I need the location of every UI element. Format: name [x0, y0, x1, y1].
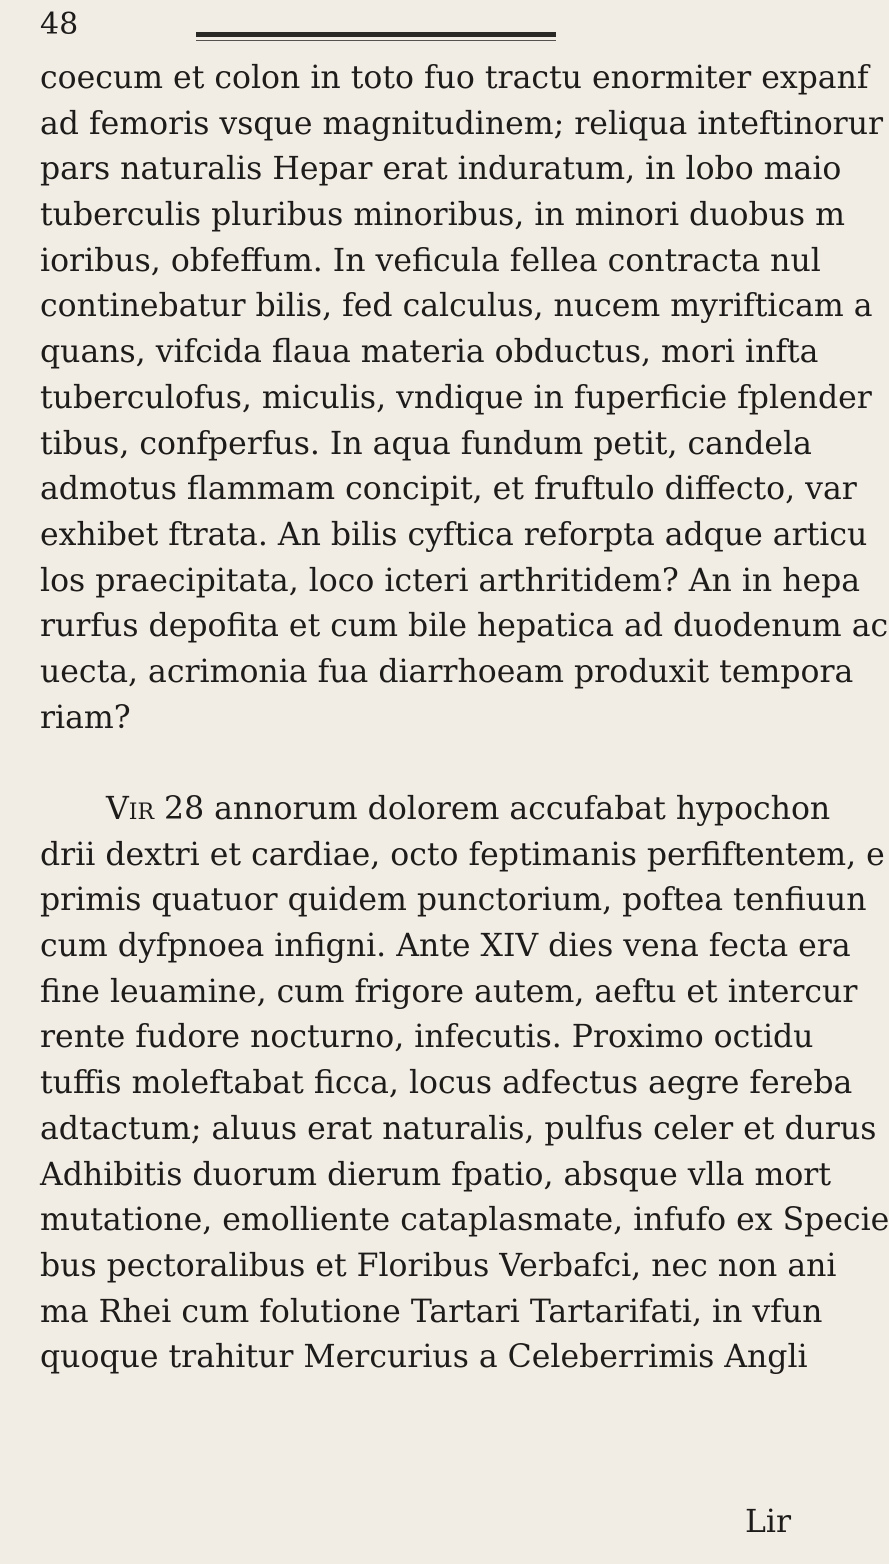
- text-line: ioribus, obfeffum. In veficula fellea contracta nul: [40, 242, 821, 279]
- header-rule-thick: [196, 32, 556, 37]
- text-line: uecta, acrimonia fua diarrhoeam produxit tempora: [40, 653, 854, 690]
- body-text: [40, 56, 889, 1381]
- text-line: quans, vifcida flaua materia obductus, mori infta: [40, 334, 819, 371]
- text-line: coecum et colon in toto fuo tractu enormiter expanf: [40, 60, 869, 96]
- text-line: bus pectoralibus et Floribus Verbafci, nec non ani: [40, 1247, 837, 1284]
- text-line: exhibet ftrata. An bilis cyftica reforpta adque articu: [40, 516, 868, 553]
- text-line: tibus, confperfus. In aqua fundum petit, candela: [40, 425, 812, 462]
- text-line: mutatione, emolliente cataplasmate, infufo ex Specie: [40, 1202, 889, 1239]
- text-line: continebatur bilis, fed calculus, nucem myrifticam a: [40, 288, 873, 325]
- paragraph-lead-word: Vir: [106, 791, 155, 827]
- text-line: cum dyfpnoea infigni. Ante XIV dies vena fecta era: [40, 928, 851, 965]
- text-line: tuberculis pluribus minoribus, in minori duobus m: [40, 197, 845, 234]
- paragraph-1: [40, 56, 889, 741]
- text-line: ad femoris vsque magnitudinem; reliqua inteftinorur: [40, 105, 884, 142]
- text-line: tuffis moleftabat ficca, locus adfectus aegre fereba: [40, 1065, 853, 1102]
- text-line: adtactum; aluus erat naturalis, pulfus celer et durus: [40, 1110, 877, 1147]
- header-rule-thin: [196, 40, 556, 41]
- text-line: quoque trahitur Mercurius a Celeberrimis Angli: [40, 1339, 808, 1376]
- header-rule: [196, 32, 556, 43]
- text-line: primis quatuor quidem punctorium, poftea tenfiuun: [40, 882, 867, 919]
- text-line: rurfus depofita et cum bile hepatica ad duodenum ac: [40, 608, 889, 645]
- paragraph-gap: [40, 741, 800, 787]
- text-line: Adhibitis duorum dierum fpatio, absque vlla mort: [40, 1156, 832, 1193]
- text-line-first: [40, 787, 831, 833]
- paragraph-2: [40, 787, 889, 1381]
- text-line: admotus flammam concipit, et fruftulo diffecto, var: [40, 471, 857, 508]
- text-line: drii dextri et cardiae, octo feptimanis perfiftentem, e: [40, 836, 885, 873]
- text-line: tuberculofus, miculis, vndique in fuperficie fplender: [40, 379, 872, 416]
- text-line: fine leuamine, cum frigore autem, aeftu et intercur: [40, 973, 858, 1010]
- text-line: rente fudore nocturno, infecutis. Proximo octidu: [40, 1019, 814, 1056]
- text-line: riam?: [40, 699, 131, 736]
- text-line: los praecipitata, loco icteri arthritidem? An in hepa: [40, 562, 861, 599]
- text-line: ma Rhei cum folutione Tartari Tartarifati, in vfun: [40, 1293, 823, 1330]
- text-line: pars naturalis Hepar erat induratum, in lobo maio: [40, 151, 842, 188]
- page-number: 48: [40, 7, 79, 42]
- catchword: Lir: [745, 1504, 792, 1540]
- first-line-rest: 28 annorum dolorem accufabat hypochon: [154, 791, 831, 827]
